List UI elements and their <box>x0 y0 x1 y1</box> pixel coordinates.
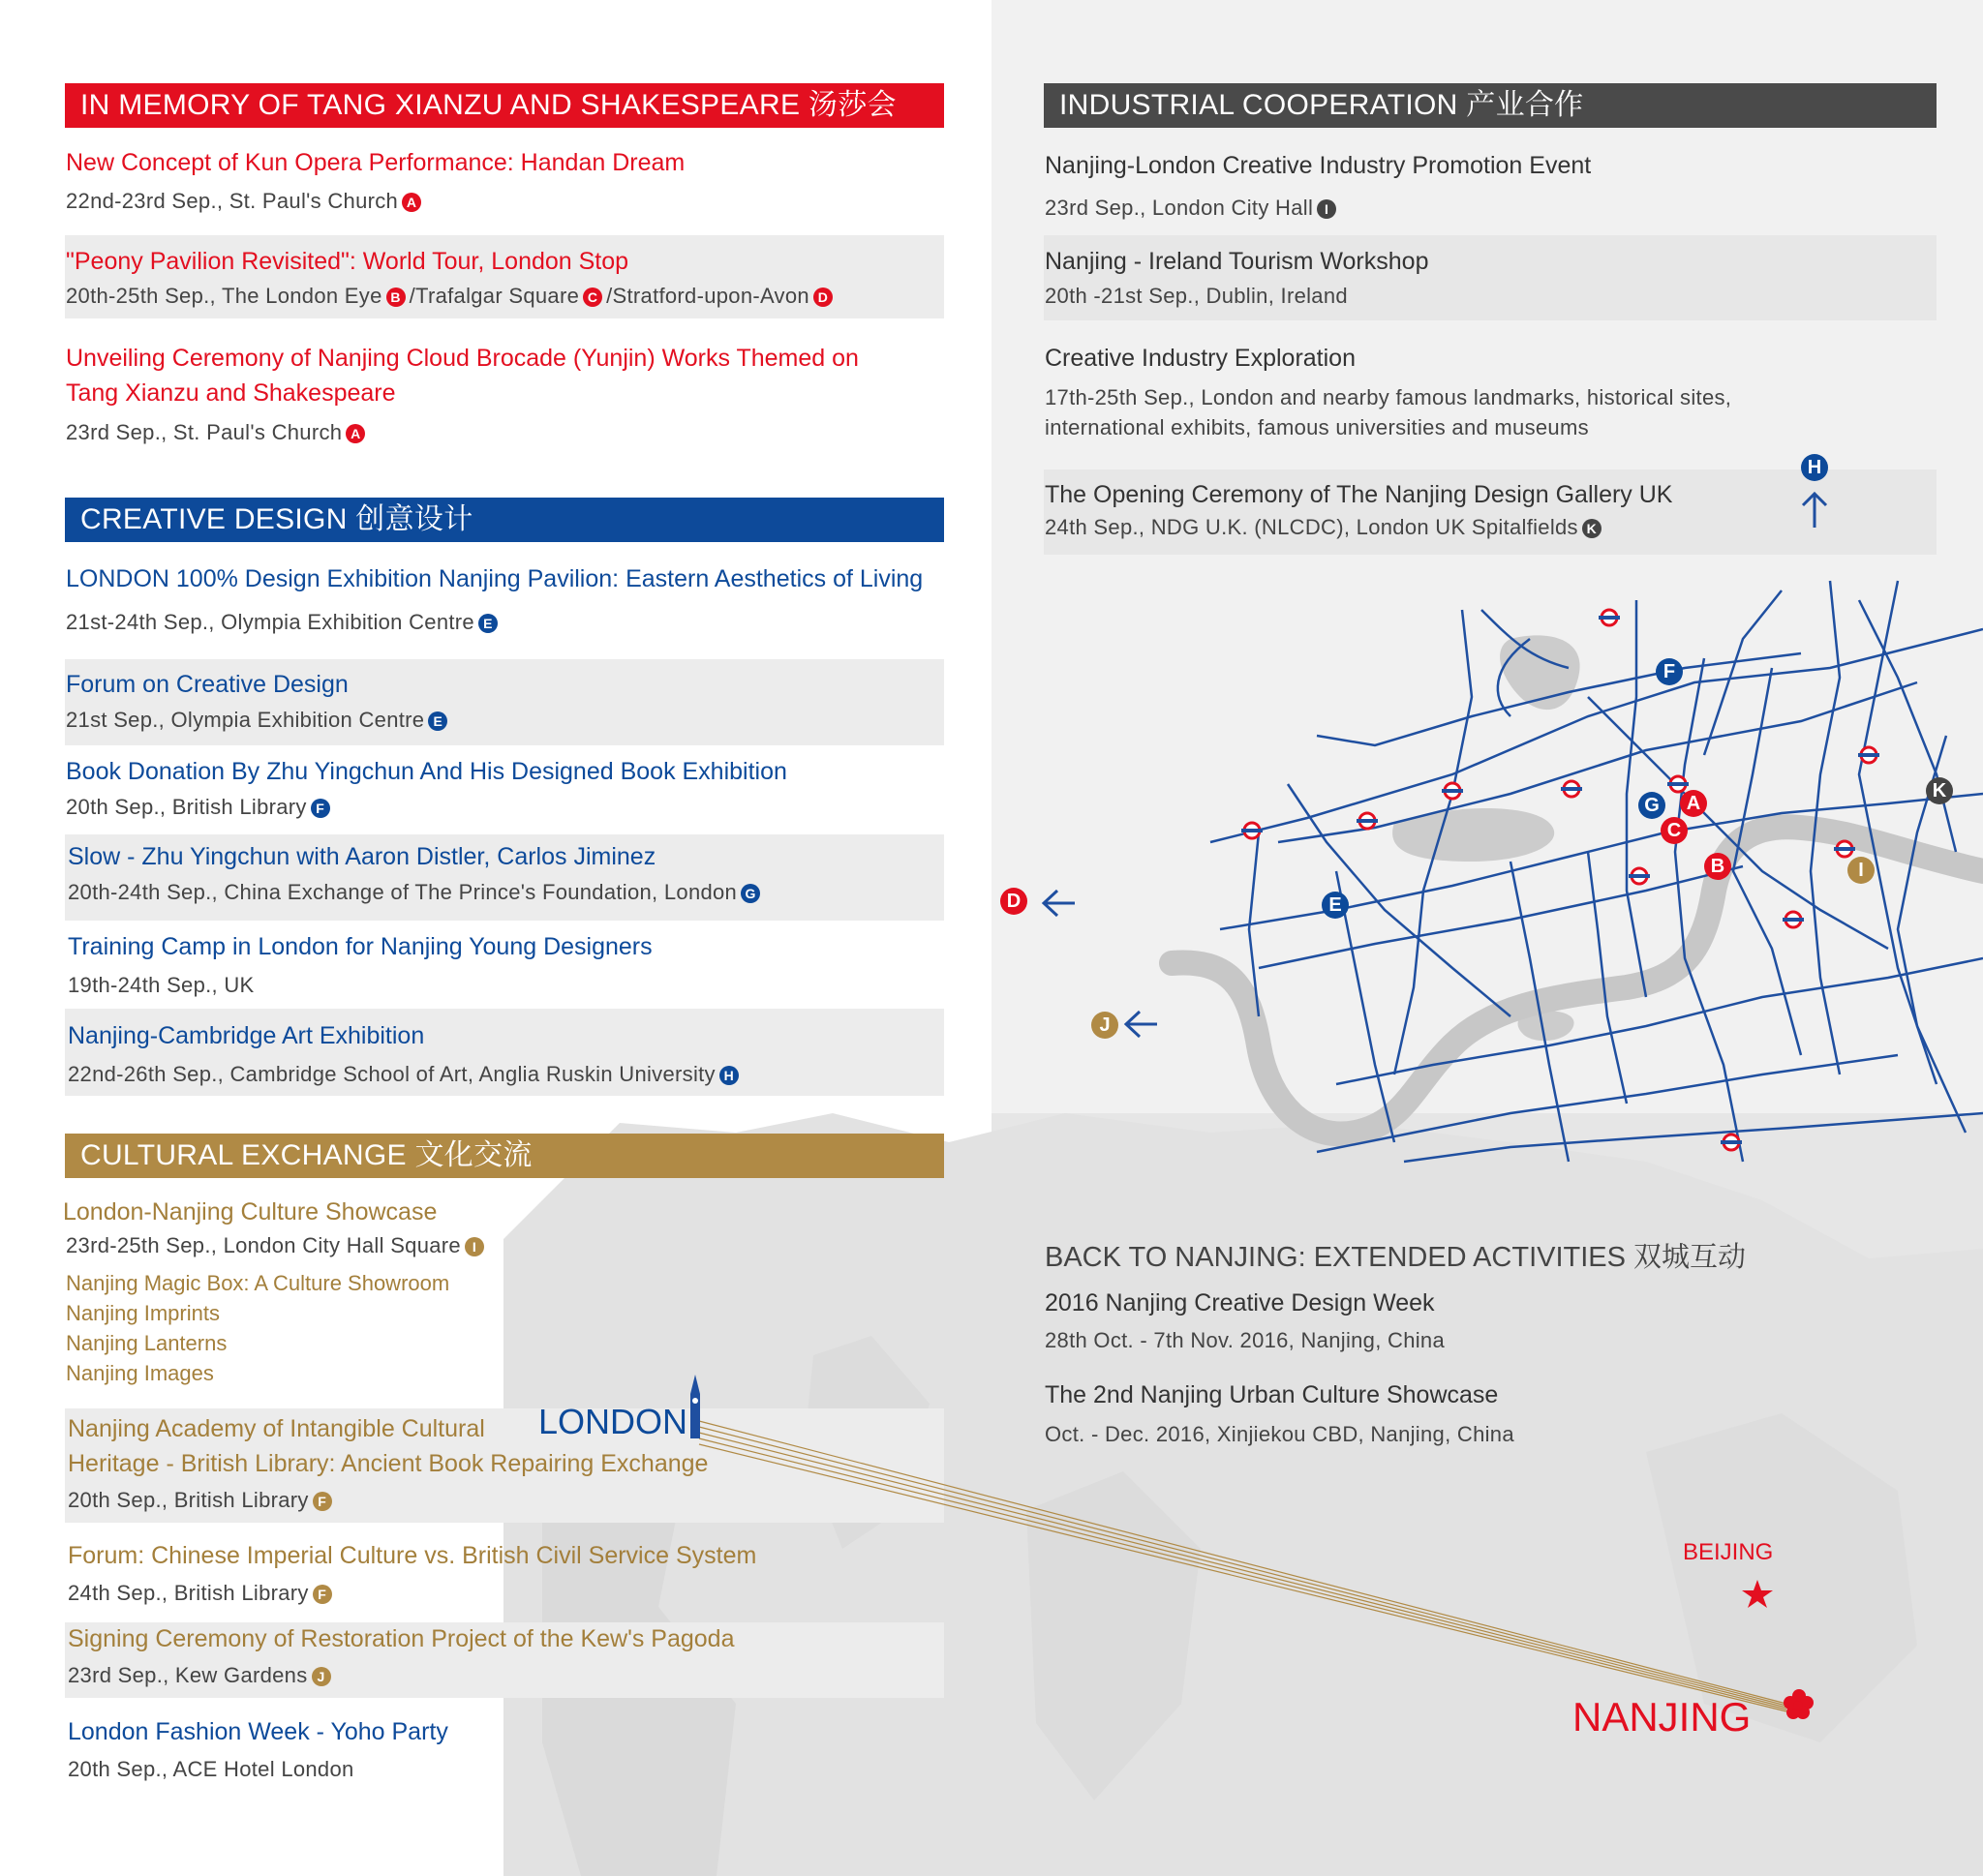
creative-item-title: LONDON 100% Design Exhibition Nanjing Pavilion: Eastern Aesthetics of Living <box>66 565 924 592</box>
creative-item-sub: 22nd-26th Sep., Cambridge School of Art, Anglia Ruskin University H <box>68 1062 743 1087</box>
location-badge: B <box>386 287 406 307</box>
cultural-item-title: Nanjing Academy of Intangible Cultural <box>68 1415 485 1442</box>
industrial-item-sub: 23rd Sep., London City Hall I <box>1045 196 1340 221</box>
industrial-item-sub: 17th-25th Sep., London and nearby famous landmarks, historical sites, <box>1045 385 1732 409</box>
memory-item-title: New Concept of Kun Opera Performance: Handan Dream <box>66 149 686 176</box>
back-item-title: 2016 Nanjing Creative Design Week <box>1045 1289 1435 1316</box>
memory-item-sub: 20th-25th Sep., The London Eye B /Trafalgar Square C /Stratford-upon-Avon D <box>66 284 837 309</box>
memory-header: IN MEMORY OF TANG XIANZU AND SHAKESPEARE 汤莎会 <box>65 83 944 128</box>
cultural-item-title: London Fashion Week - Yoho Party <box>68 1718 448 1745</box>
map-pin-d[interactable]: D <box>1000 888 1027 915</box>
map-pin-c[interactable]: C <box>1661 817 1688 844</box>
cultural-header: CULTURAL EXCHANGE 文化交流 <box>65 1134 944 1178</box>
industrial-item-title: Creative Industry Exploration <box>1045 345 1356 372</box>
industrial-item-sub: international exhibits, famous universities and museums <box>1045 415 1589 439</box>
arrow-up-icon <box>1803 494 1826 528</box>
cultural-item-title: Forum: Chinese Imperial Culture vs. British Civil Service System <box>68 1542 757 1569</box>
map-pin-e[interactable]: E <box>1322 892 1349 919</box>
beijing-label: BEIJING <box>1683 1539 1774 1565</box>
map-pin-a[interactable]: A <box>1680 790 1707 817</box>
creative-item-sub: 20th-24th Sep., China Exchange of The Prince's Foundation, London G <box>68 880 764 905</box>
map-pin-b[interactable]: B <box>1704 853 1731 880</box>
cultural-subitem: Nanjing Magic Box: A Culture Showroom <box>66 1271 450 1295</box>
nanjing-label: NANJING <box>1572 1694 1752 1740</box>
map-pin-i[interactable]: I <box>1847 857 1875 884</box>
location-badge: I <box>1317 199 1336 219</box>
map-pin-g[interactable]: G <box>1638 792 1665 819</box>
location-badge: F <box>311 799 330 818</box>
industrial-item-title: Nanjing - Ireland Tourism Workshop <box>1045 248 1429 275</box>
creative-item-title: Nanjing-Cambridge Art Exhibition <box>68 1022 425 1049</box>
location-badge: F <box>313 1585 332 1604</box>
cultural-item-sub: 20th Sep., ACE Hotel London <box>68 1757 354 1781</box>
creative-item-title: Forum on Creative Design <box>66 671 349 698</box>
cultural-item-sub: 23rd-25th Sep., London City Hall Square I <box>66 1233 488 1258</box>
location-badge: J <box>312 1667 331 1686</box>
location-badge: A <box>346 424 365 443</box>
big-ben-icon <box>690 1375 700 1438</box>
cultural-subitem: Nanjing Lanterns <box>66 1331 228 1355</box>
location-badge: K <box>1582 519 1602 538</box>
cultural-item-title: Heritage - British Library: Ancient Book Repairing Exchange <box>68 1450 709 1477</box>
cultural-item-sub: 23rd Sep., Kew Gardens J <box>68 1663 335 1688</box>
location-badge: A <box>402 193 421 212</box>
cultural-item-sub: 20th Sep., British Library F <box>68 1488 336 1513</box>
back-header: BACK TO NANJING: EXTENDED ACTIVITIES 双城互动 <box>1045 1242 1747 1273</box>
map-pin-h[interactable]: H <box>1801 454 1828 481</box>
cultural-item-title: Signing Ceremony of Restoration Project of the Kew's Pagoda <box>68 1625 735 1652</box>
creative-item-sub: 20th Sep., British Library F <box>66 795 334 820</box>
location-badge: H <box>719 1066 739 1085</box>
industrial-item-title: The Opening Ceremony of The Nanjing Design Gallery UK <box>1045 481 1673 508</box>
creative-item-sub: 19th-24th Sep., UK <box>68 973 255 997</box>
location-badge: G <box>741 884 760 903</box>
london-label: LONDON <box>538 1402 688 1441</box>
cultural-item-sub: 24th Sep., British Library F <box>68 1581 336 1606</box>
map-pin-j[interactable]: J <box>1091 1012 1118 1039</box>
creative-item-title: Slow - Zhu Yingchun with Aaron Distler, Carlos Jiminez <box>68 843 656 870</box>
creative-item-sub: 21st-24th Sep., Olympia Exhibition Centre E <box>66 610 502 635</box>
industrial-item-title: Nanjing-London Creative Industry Promotion Event <box>1045 152 1592 179</box>
map-pin-f[interactable]: F <box>1656 658 1683 685</box>
map-pin-k[interactable]: K <box>1926 777 1953 804</box>
memory-item-title: "Peony Pavilion Revisited": World Tour, London Stop <box>66 248 629 275</box>
creative-item-title: Training Camp in London for Nanjing Young Designers <box>68 933 653 960</box>
location-badge: D <box>813 287 833 307</box>
creative-item-sub: 21st Sep., Olympia Exhibition Centre E <box>66 708 451 733</box>
cultural-subitem: Nanjing Imprints <box>66 1301 220 1325</box>
memory-item-title: Tang Xianzu and Shakespeare <box>66 379 396 407</box>
location-badge: E <box>478 614 498 633</box>
back-item-sub: Oct. - Dec. 2016, Xinjiekou CBD, Nanjing, China <box>1045 1422 1514 1446</box>
back-item-title: The 2nd Nanjing Urban Culture Showcase <box>1045 1381 1499 1408</box>
industrial-item-sub: 20th -21st Sep., Dublin, Ireland <box>1045 284 1348 308</box>
location-badge: F <box>313 1492 332 1511</box>
arrow-left-icon <box>1044 891 1075 916</box>
flight-path <box>699 1421 1786 1711</box>
memory-item-sub: 22nd-23rd Sep., St. Paul's Church A <box>66 189 425 214</box>
industrial-header: INDUSTRIAL COOPERATION 产业合作 <box>1044 83 1937 128</box>
creative-header: CREATIVE DESIGN 创意设计 <box>65 498 944 542</box>
creative-item-title: Book Donation By Zhu Yingchun And His Designed Book Exhibition <box>66 758 787 785</box>
arrow-left-icon <box>1126 1012 1157 1037</box>
star-icon <box>1742 1580 1773 1608</box>
plum-blossom-icon <box>1784 1689 1814 1719</box>
location-badge: I <box>465 1237 484 1256</box>
memory-item-sub: 23rd Sep., St. Paul's Church A <box>66 420 369 445</box>
memory-item-title: Unveiling Ceremony of Nanjing Cloud Brocade (Yunjin) Works Themed on <box>66 345 859 372</box>
location-badge: E <box>428 711 447 731</box>
industrial-item-sub: 24th Sep., NDG U.K. (NLCDC), London UK Spitalfields K <box>1045 515 1605 540</box>
back-item-sub: 28th Oct. - 7th Nov. 2016, Nanjing, China <box>1045 1328 1446 1352</box>
cultural-subitem: Nanjing Images <box>66 1361 214 1385</box>
cultural-item-title: London-Nanjing Culture Showcase <box>63 1198 438 1225</box>
location-badge: C <box>583 287 602 307</box>
